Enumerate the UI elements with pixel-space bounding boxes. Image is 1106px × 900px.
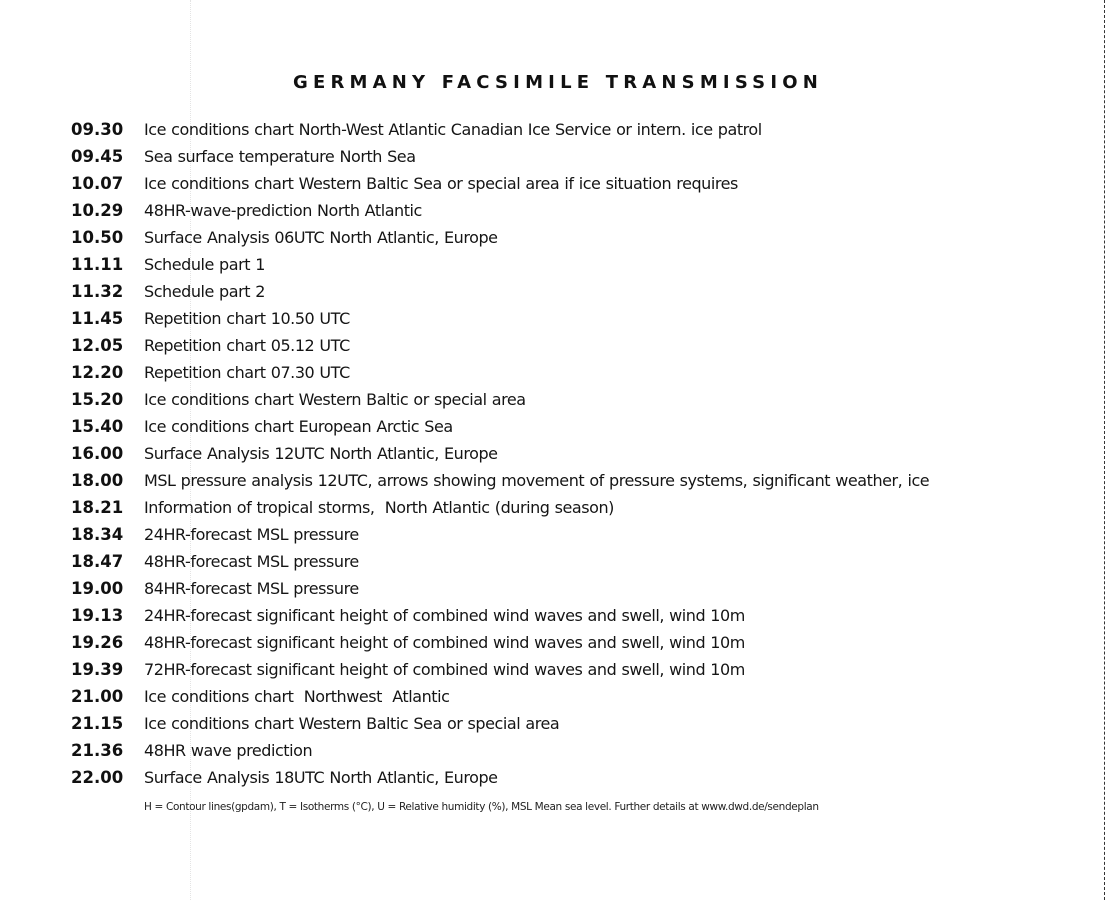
schedule-row — [71, 309, 929, 336]
schedule-description: 24HR-forecast significant height of combined wind waves and swell, wind 10m — [144, 606, 745, 625]
schedule-description: Repetition chart 07.30 UTC — [144, 363, 350, 382]
schedule-description: Ice conditions chart Western Baltic Sea or special area — [144, 714, 560, 733]
schedule-time: 21.00 — [71, 687, 124, 706]
schedule-time: 18.47 — [71, 552, 124, 571]
schedule-description: Repetition chart 05.12 UTC — [144, 336, 350, 355]
schedule-description: 48HR-forecast MSL pressure — [144, 552, 359, 571]
schedule-row — [71, 606, 929, 633]
schedule-row — [71, 336, 929, 363]
schedule-description: Ice conditions chart Northwest Atlantic — [144, 687, 450, 706]
schedule-row — [71, 174, 929, 201]
schedule-time: 18.00 — [71, 471, 124, 490]
schedule-row — [71, 714, 929, 741]
footnote: H = Contour lines(gpdam), T = Isotherms (°C), U = Relative humidity (%), MSL Mean sea level. Further details at www.dwd.de/sendeplan — [144, 801, 819, 813]
schedule-description: Surface Analysis 12UTC North Atlantic, Europe — [144, 444, 498, 463]
schedule-description: Ice conditions chart European Arctic Sea — [144, 417, 453, 436]
schedule-description: 48HR wave prediction — [144, 741, 313, 760]
schedule-time: 11.45 — [71, 309, 124, 328]
schedule-description: Surface Analysis 06UTC North Atlantic, Europe — [144, 228, 498, 247]
schedule-time: 11.32 — [71, 282, 124, 301]
schedule-description: 48HR-wave-prediction North Atlantic — [144, 201, 422, 220]
schedule-description: Schedule part 2 — [144, 282, 265, 301]
schedule-row — [71, 579, 929, 606]
document-title: GERMANY FACSIMILE TRANSMISSION — [292, 72, 824, 93]
schedule-row — [71, 363, 929, 390]
schedule-row — [71, 444, 929, 471]
schedule-description: MSL pressure analysis 12UTC, arrows showing movement of pressure systems, significant weather, ice — [144, 471, 930, 490]
schedule-row — [71, 525, 929, 552]
schedule-time: 19.39 — [71, 660, 124, 679]
schedule-row — [71, 687, 929, 714]
schedule-description: Schedule part 1 — [144, 255, 265, 274]
schedule-time: 18.34 — [71, 525, 124, 544]
schedule-time: 09.30 — [71, 120, 124, 139]
schedule-row — [71, 498, 929, 525]
schedule-row — [71, 120, 929, 147]
schedule-description: Ice conditions chart Western Baltic or special area — [144, 390, 526, 409]
schedule-time: 12.20 — [71, 363, 124, 382]
schedule-time: 10.50 — [71, 228, 124, 247]
schedule-time: 16.00 — [71, 444, 124, 463]
schedule-row — [71, 390, 929, 417]
schedule-description: Information of tropical storms, North Atlantic (during season) — [144, 498, 614, 517]
schedule-description: 72HR-forecast significant height of combined wind waves and swell, wind 10m — [144, 660, 745, 679]
schedule-row — [71, 147, 929, 174]
schedule-description: Sea surface temperature North Sea — [144, 147, 416, 166]
schedule-time: 15.40 — [71, 417, 124, 436]
schedule-time: 22.00 — [71, 768, 124, 787]
schedule-row — [71, 228, 929, 255]
schedule-description: Ice conditions chart North-West Atlantic Canadian Ice Service or intern. ice patrol — [144, 120, 762, 139]
schedule-row — [71, 741, 929, 768]
schedule-row — [71, 255, 929, 282]
schedule-row — [71, 201, 929, 228]
schedule-time: 18.21 — [71, 498, 124, 517]
schedule-row — [71, 768, 929, 795]
schedule-row — [71, 633, 929, 660]
schedule-description: 24HR-forecast MSL pressure — [144, 525, 359, 544]
schedule-row — [71, 282, 929, 309]
schedule-time: 21.36 — [71, 741, 124, 760]
schedule-row — [71, 660, 929, 687]
schedule-description: 48HR-forecast significant height of combined wind waves and swell, wind 10m — [144, 633, 745, 652]
schedule-time: 11.11 — [71, 255, 124, 274]
schedule-description: Ice conditions chart Western Baltic Sea or special area if ice situation requires — [144, 174, 738, 193]
schedule-description: Surface Analysis 18UTC North Atlantic, Europe — [144, 768, 498, 787]
schedule-description: 84HR-forecast MSL pressure — [144, 579, 359, 598]
schedule-time: 15.20 — [71, 390, 124, 409]
schedule-time: 09.45 — [71, 147, 124, 166]
page-edge-dashed-border — [1104, 0, 1105, 900]
schedule-time: 21.15 — [71, 714, 124, 733]
schedule-time: 10.07 — [71, 174, 124, 193]
schedule-row — [71, 417, 929, 444]
schedule-time: 19.00 — [71, 579, 124, 598]
schedule-time: 10.29 — [71, 201, 124, 220]
schedule-row — [71, 471, 929, 498]
schedule-time: 19.13 — [71, 606, 124, 625]
schedule-description: Repetition chart 10.50 UTC — [144, 309, 350, 328]
transmission-schedule-list — [71, 120, 929, 795]
schedule-time: 12.05 — [71, 336, 124, 355]
schedule-time: 19.26 — [71, 633, 124, 652]
schedule-row — [71, 552, 929, 579]
